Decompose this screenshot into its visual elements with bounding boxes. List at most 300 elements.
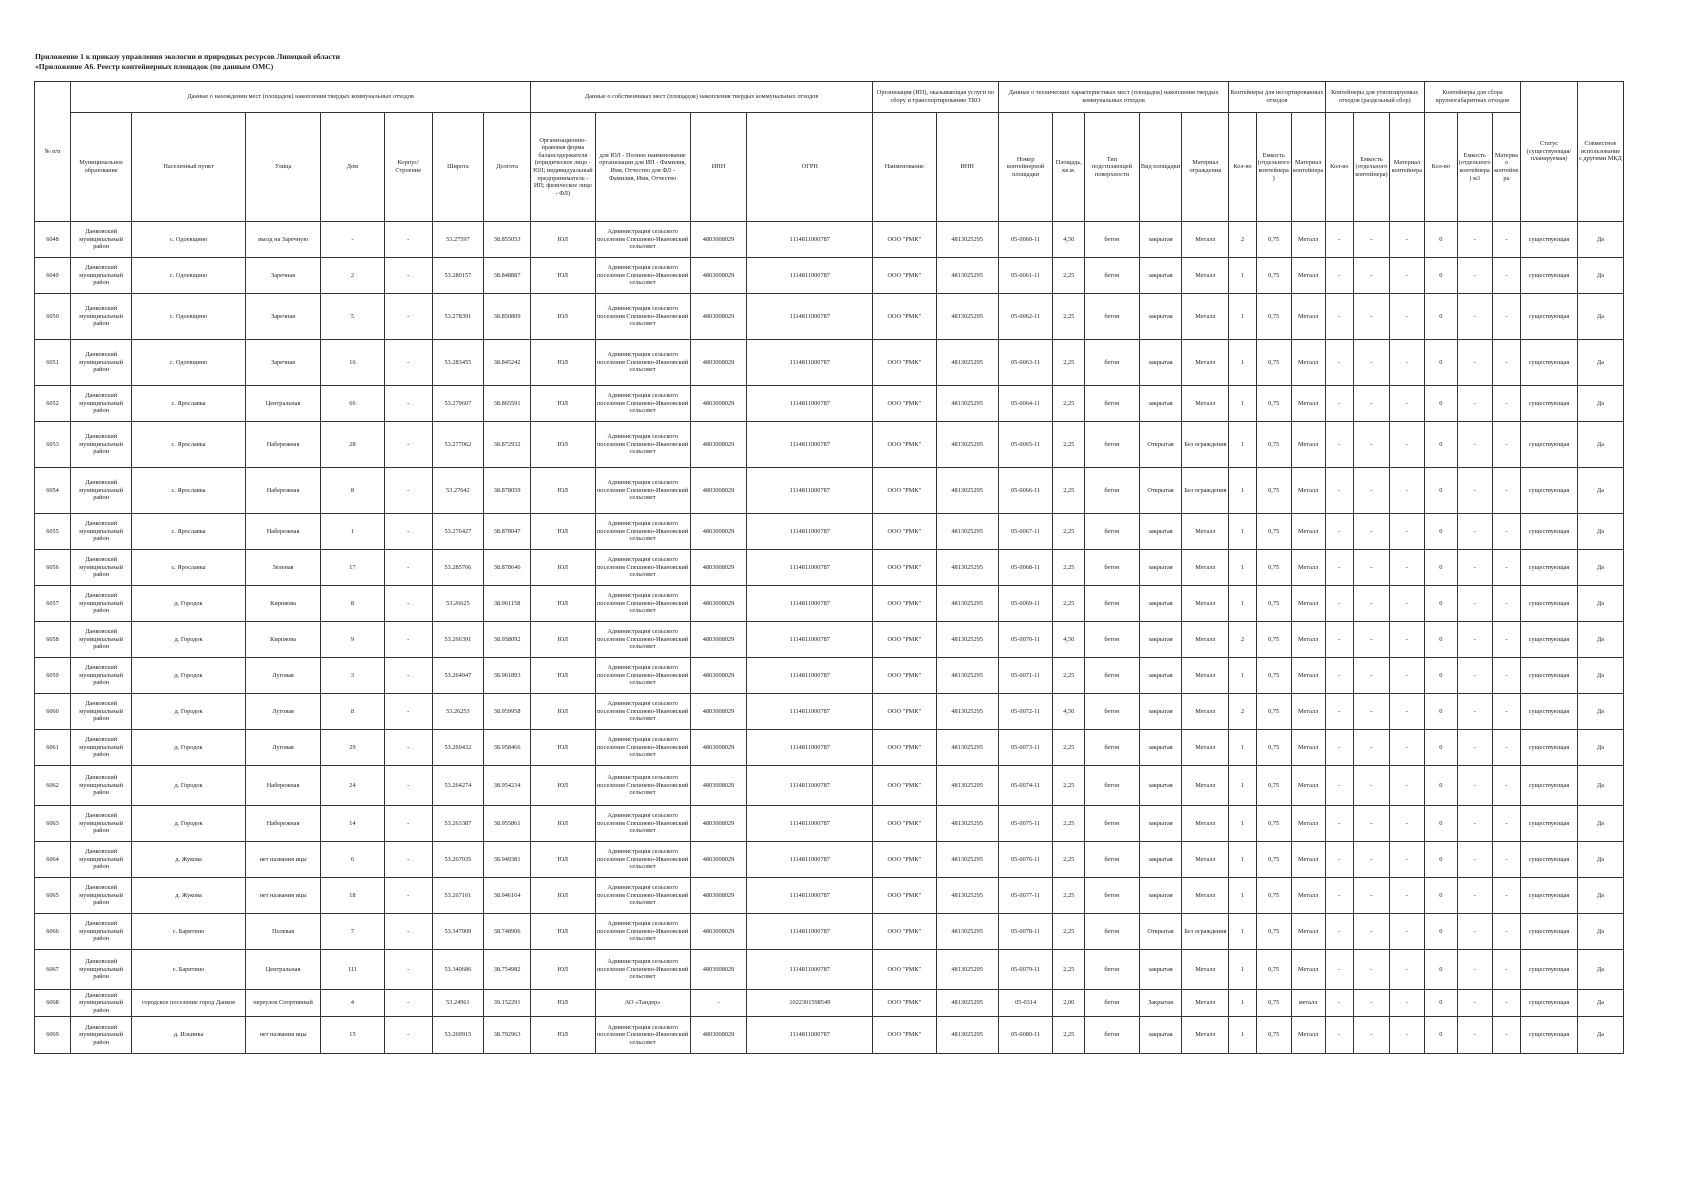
- table-cell: 0: [1424, 258, 1457, 294]
- table-cell: Да: [1577, 766, 1623, 806]
- table-cell: Открытая: [1139, 914, 1182, 950]
- table-cell: 0,75: [1256, 386, 1291, 422]
- table-row: [35, 730, 1624, 766]
- table-cell: 1114811000787: [747, 550, 873, 586]
- table-cell: ЮЛ: [531, 514, 595, 550]
- table-cell: 38.878646: [484, 550, 531, 586]
- table-cell: Администрация сельского поселения Спешнево-Ивановский сельсовет: [595, 586, 690, 622]
- table-cell: Администрация сельского поселения Спешнево-Ивановский сельсовет: [595, 766, 690, 806]
- table-cell: -: [1325, 730, 1353, 766]
- table-cell: 4803008029: [690, 806, 747, 842]
- table-cell: -: [1492, 386, 1520, 422]
- table-cell: бетон: [1085, 294, 1140, 340]
- table-cell: 1: [1229, 586, 1256, 622]
- table-cell: 53.283455: [432, 340, 483, 386]
- table-cell: 1114811000787: [747, 340, 873, 386]
- table-cell: Металл: [1291, 658, 1325, 694]
- table-cell: д. Жукова: [132, 842, 246, 878]
- table-cell: Кирпяова: [245, 586, 320, 622]
- table-cell: 4813025295: [936, 766, 998, 806]
- table-cell: бетон: [1085, 806, 1140, 842]
- table-cell: ООО "РМК": [873, 766, 936, 806]
- table-cell: Металл: [1182, 730, 1229, 766]
- table-cell: 29: [321, 730, 384, 766]
- col-header-bulky-capacity: Емкость (отдельного контейнера) м3: [1457, 113, 1492, 222]
- table-cell: 1114811000787: [747, 422, 873, 468]
- table-row: [35, 422, 1624, 468]
- table-cell: Заречная: [245, 294, 320, 340]
- table-cell: с. Баритино: [132, 950, 246, 990]
- table-cell: 1114811000787: [747, 806, 873, 842]
- table-cell: бетон: [1085, 222, 1140, 258]
- table-cell: -: [1389, 386, 1424, 422]
- table-cell: -: [1492, 222, 1520, 258]
- col-header-ogrn: ОГРН: [747, 113, 873, 222]
- table-cell: -: [1353, 1017, 1389, 1054]
- table-cell: -: [1353, 806, 1389, 842]
- table-cell: ООО "РМК": [873, 806, 936, 842]
- table-cell: 0,75: [1256, 586, 1291, 622]
- table-cell: Центральная: [245, 386, 320, 422]
- table-cell: 2,25: [1053, 550, 1085, 586]
- table-cell: д. Жукова: [132, 878, 246, 914]
- table-cell: Набережная: [245, 514, 320, 550]
- table-cell: Данковский муниципальный район: [71, 468, 132, 514]
- table-cell: бетон: [1085, 468, 1140, 514]
- table-cell: -: [1492, 340, 1520, 386]
- table-cell: Заречная: [245, 258, 320, 294]
- table-cell: -: [384, 842, 432, 878]
- table-cell: -: [1492, 258, 1520, 294]
- table-cell: Да: [1577, 294, 1623, 340]
- table-cell: 1: [1229, 514, 1256, 550]
- table-cell: Открытая: [1139, 422, 1182, 468]
- col-header-building: Корпус/Строение: [384, 113, 432, 222]
- table-cell: 6050: [35, 294, 71, 340]
- table-cell: 4813025295: [936, 1017, 998, 1054]
- table-row: [35, 878, 1624, 914]
- table-cell: 2,25: [1053, 878, 1085, 914]
- group-header-unsorted: Контейнеры для несортированных отходов: [1229, 82, 1325, 113]
- table-row: [35, 586, 1624, 622]
- table-cell: 6063: [35, 806, 71, 842]
- table-cell: ООО "РМК": [873, 950, 936, 990]
- table-cell: Без ограждения: [1182, 468, 1229, 514]
- table-cell: 2,25: [1053, 842, 1085, 878]
- table-cell: 4803008029: [690, 294, 747, 340]
- col-header-operator-name: Наименование: [873, 113, 936, 222]
- table-cell: Данковский муниципальный район: [71, 422, 132, 468]
- table-cell: закрытая: [1139, 550, 1182, 586]
- table-cell: Металл: [1291, 258, 1325, 294]
- table-cell: Металл: [1182, 694, 1229, 730]
- table-cell: 38.748906: [484, 914, 531, 950]
- table-cell: -: [1389, 340, 1424, 386]
- table-cell: -: [384, 694, 432, 730]
- table-cell: Администрация сельского поселения Спешнево-Ивановский сельсовет: [595, 622, 690, 658]
- col-header-lon: Долгота: [484, 113, 531, 222]
- table-cell: 0: [1424, 586, 1457, 622]
- table-cell: 0,75: [1256, 422, 1291, 468]
- table-cell: 4,50: [1053, 694, 1085, 730]
- col-header-surface: Тип подстилающей поверхности: [1085, 113, 1140, 222]
- table-cell: 38.792963: [484, 1017, 531, 1054]
- table-cell: 38.949381: [484, 842, 531, 878]
- table-cell: Металл: [1182, 842, 1229, 878]
- col-header-area: Площадь, кв.м.: [1053, 113, 1085, 222]
- col-header-num: № п/п: [35, 82, 71, 222]
- table-cell: 1114811000787: [747, 622, 873, 658]
- table-cell: закрытая: [1139, 586, 1182, 622]
- table-cell: -: [1492, 806, 1520, 842]
- table-cell: существующая: [1521, 386, 1578, 422]
- table-cell: Администрация сельского поселения Спешнево-Ивановский сельсовет: [595, 468, 690, 514]
- table-cell: -: [1457, 950, 1492, 990]
- table-cell: -: [1492, 694, 1520, 730]
- table-cell: 0: [1424, 766, 1457, 806]
- table-row: [35, 914, 1624, 950]
- table-cell: 66: [321, 386, 384, 422]
- table-cell: ЮЛ: [531, 842, 595, 878]
- table-cell: 1: [1229, 878, 1256, 914]
- table-cell: 2,25: [1053, 422, 1085, 468]
- table-cell: -: [1325, 694, 1353, 730]
- col-header-mun: Муниципальное образование: [71, 113, 132, 222]
- table-cell: -: [1457, 878, 1492, 914]
- table-cell: -: [384, 622, 432, 658]
- table-cell: 4803008029: [690, 386, 747, 422]
- table-cell: существующая: [1521, 1017, 1578, 1054]
- table-cell: 0,75: [1256, 294, 1291, 340]
- table-cell: 05-0072-11: [998, 694, 1053, 730]
- table-cell: 38.955861: [484, 806, 531, 842]
- table-cell: существующая: [1521, 990, 1578, 1017]
- table-cell: Администрация сельского поселения Спешнево-Ивановский сельсовет: [595, 878, 690, 914]
- table-cell: 0,75: [1256, 694, 1291, 730]
- table-cell: 4813025295: [936, 386, 998, 422]
- table-cell: 1114811000787: [747, 386, 873, 422]
- table-cell: Металл: [1182, 586, 1229, 622]
- table-cell: 6064: [35, 842, 71, 878]
- table-cell: -: [1389, 990, 1424, 1017]
- table-cell: 38.850809: [484, 294, 531, 340]
- table-cell: с. Ярославка: [132, 550, 246, 586]
- table-cell: 0: [1424, 340, 1457, 386]
- table-cell: Данковский муниципальный район: [71, 586, 132, 622]
- table-cell: 53.27597: [432, 222, 483, 258]
- table-cell: Металл: [1291, 694, 1325, 730]
- table-cell: -: [1353, 340, 1389, 386]
- table-cell: существующая: [1521, 550, 1578, 586]
- table-cell: -: [1325, 990, 1353, 1017]
- table-cell: закрытая: [1139, 842, 1182, 878]
- table-cell: ЮЛ: [531, 730, 595, 766]
- table-cell: 53.347909: [432, 914, 483, 950]
- table-cell: 1114811000787: [747, 222, 873, 258]
- table-cell: 05-0079-11: [998, 950, 1053, 990]
- table-cell: -: [1389, 586, 1424, 622]
- table-cell: д. Городок: [132, 766, 246, 806]
- table-cell: 4803008029: [690, 694, 747, 730]
- table-cell: Администрация сельского поселения Спешнево-Ивановский сельсовет: [595, 422, 690, 468]
- group-header-bulky: Контейнеры для сбора крупногабаритных отходов: [1424, 82, 1520, 113]
- table-cell: ЮЛ: [531, 622, 595, 658]
- table-cell: нет названия ицы: [245, 1017, 320, 1054]
- table-cell: -: [1353, 294, 1389, 340]
- table-cell: -: [1389, 294, 1424, 340]
- table-cell: 4803008029: [690, 258, 747, 294]
- table-cell: -: [384, 222, 432, 258]
- col-header-status: Статус (существующая/ планируемая): [1521, 82, 1578, 222]
- table-cell: д. Городок: [132, 806, 246, 842]
- table-cell: -: [1457, 422, 1492, 468]
- table-cell: -: [384, 950, 432, 990]
- table-cell: 6: [321, 842, 384, 878]
- table-cell: Администрация сельского поселения Спешнево-Ивановский сельсовет: [595, 658, 690, 694]
- table-cell: ООО "РМК": [873, 586, 936, 622]
- table-cell: Да: [1577, 258, 1623, 294]
- table-cell: -: [1389, 514, 1424, 550]
- table-cell: 38.872932: [484, 422, 531, 468]
- table-cell: существующая: [1521, 694, 1578, 730]
- table-cell: д. Ильинка: [132, 1017, 246, 1054]
- table-cell: Металл: [1182, 950, 1229, 990]
- col-header-inn: ИНН: [690, 113, 747, 222]
- table-cell: -: [1325, 514, 1353, 550]
- table-cell: Администрация сельского поселения Спешнево-Ивановский сельсовет: [595, 1017, 690, 1054]
- table-cell: 0: [1424, 468, 1457, 514]
- table-row: [35, 386, 1624, 422]
- table-cell: закрытая: [1139, 878, 1182, 914]
- table-cell: ООО "РМК": [873, 258, 936, 294]
- table-row: [35, 950, 1624, 990]
- table-cell: 2,25: [1053, 386, 1085, 422]
- table-cell: -: [1389, 842, 1424, 878]
- table-cell: бетон: [1085, 340, 1140, 386]
- table-cell: ЮЛ: [531, 658, 595, 694]
- table-cell: 1: [1229, 468, 1256, 514]
- table-cell: закрытая: [1139, 950, 1182, 990]
- table-cell: 4813025295: [936, 694, 998, 730]
- table-cell: ООО "РМК": [873, 658, 936, 694]
- table-cell: 0: [1424, 914, 1457, 950]
- table-cell: Администрация сельского поселения Спешнево-Ивановский сельсовет: [595, 730, 690, 766]
- table-cell: 05-0314: [998, 990, 1053, 1017]
- table-cell: 1: [1229, 340, 1256, 386]
- table-cell: Металл: [1182, 766, 1229, 806]
- table-cell: Данковский муниципальный район: [71, 258, 132, 294]
- table-cell: ЮЛ: [531, 222, 595, 258]
- table-cell: существующая: [1521, 422, 1578, 468]
- table-cell: 0,75: [1256, 730, 1291, 766]
- table-cell: Администрация сельского поселения Спешнево-Ивановский сельсовет: [595, 914, 690, 950]
- table-cell: 0,75: [1256, 950, 1291, 990]
- table-cell: -: [1457, 586, 1492, 622]
- table-cell: д. Городок: [132, 694, 246, 730]
- table-cell: с. Баритино: [132, 914, 246, 950]
- table-cell: 1: [1229, 386, 1256, 422]
- table-cell: -: [1353, 766, 1389, 806]
- table-cell: -: [1389, 878, 1424, 914]
- table-cell: 0: [1424, 622, 1457, 658]
- table-cell: Металл: [1182, 622, 1229, 658]
- table-cell: -: [1457, 514, 1492, 550]
- table-cell: 0,75: [1256, 1017, 1291, 1054]
- col-header-legal-form: Организационно-правовая форма балансодержателя (юридическое лицо - ЮЛ; индивидуальный предприниматель - ИП; физическое лицо - ФЛ): [531, 113, 595, 222]
- table-cell: 05-0066-11: [998, 468, 1053, 514]
- table-cell: 05-0074-11: [998, 766, 1053, 806]
- table-cell: 4813025295: [936, 914, 998, 950]
- table-cell: 2,25: [1053, 658, 1085, 694]
- table-cell: 05-0060-11: [998, 222, 1053, 258]
- table-cell: -: [1492, 622, 1520, 658]
- table-row: [35, 694, 1624, 730]
- table-cell: ООО "РМК": [873, 878, 936, 914]
- table-cell: Данковский муниципальный район: [71, 914, 132, 950]
- table-cell: -: [1457, 622, 1492, 658]
- table-cell: -: [1353, 514, 1389, 550]
- table-cell: Да: [1577, 340, 1623, 386]
- col-header-recycle-qty: Кол-во: [1325, 113, 1353, 222]
- col-header-site-type: Вид площадки: [1139, 113, 1182, 222]
- table-cell: 2,25: [1053, 806, 1085, 842]
- table-cell: Металл: [1291, 766, 1325, 806]
- table-cell: ООО "РМК": [873, 514, 936, 550]
- table-cell: -: [1457, 730, 1492, 766]
- table-cell: Данковский муниципальный район: [71, 294, 132, 340]
- col-header-settlement: Населенный пункт: [132, 113, 246, 222]
- table-cell: 0: [1424, 806, 1457, 842]
- table-cell: -: [1492, 878, 1520, 914]
- table-cell: Данковский муниципальный район: [71, 222, 132, 258]
- table-cell: ООО "РМК": [873, 222, 936, 258]
- table-cell: 8: [321, 586, 384, 622]
- table-cell: 38.946164: [484, 878, 531, 914]
- table-cell: -: [384, 550, 432, 586]
- table-cell: -: [1389, 914, 1424, 950]
- table-cell: ЮЛ: [531, 766, 595, 806]
- table-cell: 0,75: [1256, 622, 1291, 658]
- table-cell: 6065: [35, 878, 71, 914]
- table-cell: Да: [1577, 730, 1623, 766]
- table-cell: Металл: [1182, 806, 1229, 842]
- table-cell: 38.878047: [484, 514, 531, 550]
- table-cell: -: [1492, 514, 1520, 550]
- table-cell: 4803008029: [690, 586, 747, 622]
- table-cell: закрытая: [1139, 258, 1182, 294]
- table-cell: бетон: [1085, 658, 1140, 694]
- table-cell: 4803008029: [690, 658, 747, 694]
- table-row: [35, 222, 1624, 258]
- table-cell: -: [1353, 694, 1389, 730]
- table-cell: 4803008029: [690, 514, 747, 550]
- col-header-recycle-capacity: Емкость (отдельного контейнера): [1353, 113, 1389, 222]
- table-cell: 1: [1229, 806, 1256, 842]
- table-cell: -: [1457, 468, 1492, 514]
- table-cell: 4803008029: [690, 468, 747, 514]
- table-row: [35, 842, 1624, 878]
- table-cell: Зеленая: [245, 550, 320, 586]
- table-cell: закрытая: [1139, 514, 1182, 550]
- table-cell: с. Одоевщино: [132, 294, 246, 340]
- table-cell: ЮЛ: [531, 386, 595, 422]
- table-cell: ООО "РМК": [873, 1017, 936, 1054]
- table-cell: 111: [321, 950, 384, 990]
- table-cell: 05-0065-11: [998, 422, 1053, 468]
- table-cell: -: [384, 422, 432, 468]
- table-cell: 4813025295: [936, 622, 998, 658]
- table-cell: 6052: [35, 386, 71, 422]
- table-cell: 4803008029: [690, 878, 747, 914]
- group-header-operator: Организация (ИП), оказывающая услуги по сбору и транспортированию ТКО: [873, 82, 999, 113]
- table-cell: ООО "РМК": [873, 550, 936, 586]
- table-cell: -: [384, 340, 432, 386]
- table-cell: 38.865591: [484, 386, 531, 422]
- table-cell: -: [1492, 294, 1520, 340]
- table-cell: Металл: [1291, 1017, 1325, 1054]
- table-cell: 1: [1229, 766, 1256, 806]
- table-cell: 1: [1229, 658, 1256, 694]
- table-cell: -: [1457, 550, 1492, 586]
- table-cell: ООО "РМК": [873, 730, 936, 766]
- table-cell: 2: [1229, 694, 1256, 730]
- table-cell: 0,75: [1256, 842, 1291, 878]
- table-cell: -: [1389, 806, 1424, 842]
- table-cell: Металл: [1291, 294, 1325, 340]
- table-cell: Администрация сельского поселения Спешнево-Ивановский сельсовет: [595, 842, 690, 878]
- table-cell: -: [1457, 806, 1492, 842]
- table-cell: существующая: [1521, 468, 1578, 514]
- table-cell: 4813025295: [936, 468, 998, 514]
- table-cell: 28: [321, 422, 384, 468]
- table-cell: 3: [321, 658, 384, 694]
- table-cell: ЮЛ: [531, 950, 595, 990]
- table-cell: 6054: [35, 468, 71, 514]
- table-cell: 6069: [35, 1017, 71, 1054]
- table-cell: 0,75: [1256, 766, 1291, 806]
- table-cell: Да: [1577, 222, 1623, 258]
- table-cell: -: [1492, 586, 1520, 622]
- table-cell: Да: [1577, 658, 1623, 694]
- table-cell: -: [1389, 1017, 1424, 1054]
- table-cell: 4803008029: [690, 766, 747, 806]
- table-cell: Металл: [1291, 586, 1325, 622]
- table-cell: Металл: [1291, 468, 1325, 514]
- table-cell: 4813025295: [936, 842, 998, 878]
- table-cell: Данковский муниципальный район: [71, 514, 132, 550]
- table-cell: 2,25: [1053, 468, 1085, 514]
- table-cell: 38.954234: [484, 766, 531, 806]
- table-cell: 4813025295: [936, 950, 998, 990]
- table-cell: 4803008029: [690, 550, 747, 586]
- table-cell: 0: [1424, 422, 1457, 468]
- table-cell: 38.845242: [484, 340, 531, 386]
- table-cell: 4813025295: [936, 658, 998, 694]
- table-cell: Кирпяова: [245, 622, 320, 658]
- table-cell: 38.961893: [484, 658, 531, 694]
- table-cell: бетон: [1085, 622, 1140, 658]
- table-cell: 2: [1229, 622, 1256, 658]
- table-cell: 4813025295: [936, 586, 998, 622]
- table-cell: бетон: [1085, 386, 1140, 422]
- col-header-unsorted-qty: Кол-во: [1229, 113, 1256, 222]
- table-cell: -: [1492, 550, 1520, 586]
- table-cell: Данковский муниципальный район: [71, 730, 132, 766]
- table-cell: 1114811000787: [747, 694, 873, 730]
- table-cell: -: [384, 878, 432, 914]
- table-cell: 1: [1229, 914, 1256, 950]
- table-cell: -: [1492, 730, 1520, 766]
